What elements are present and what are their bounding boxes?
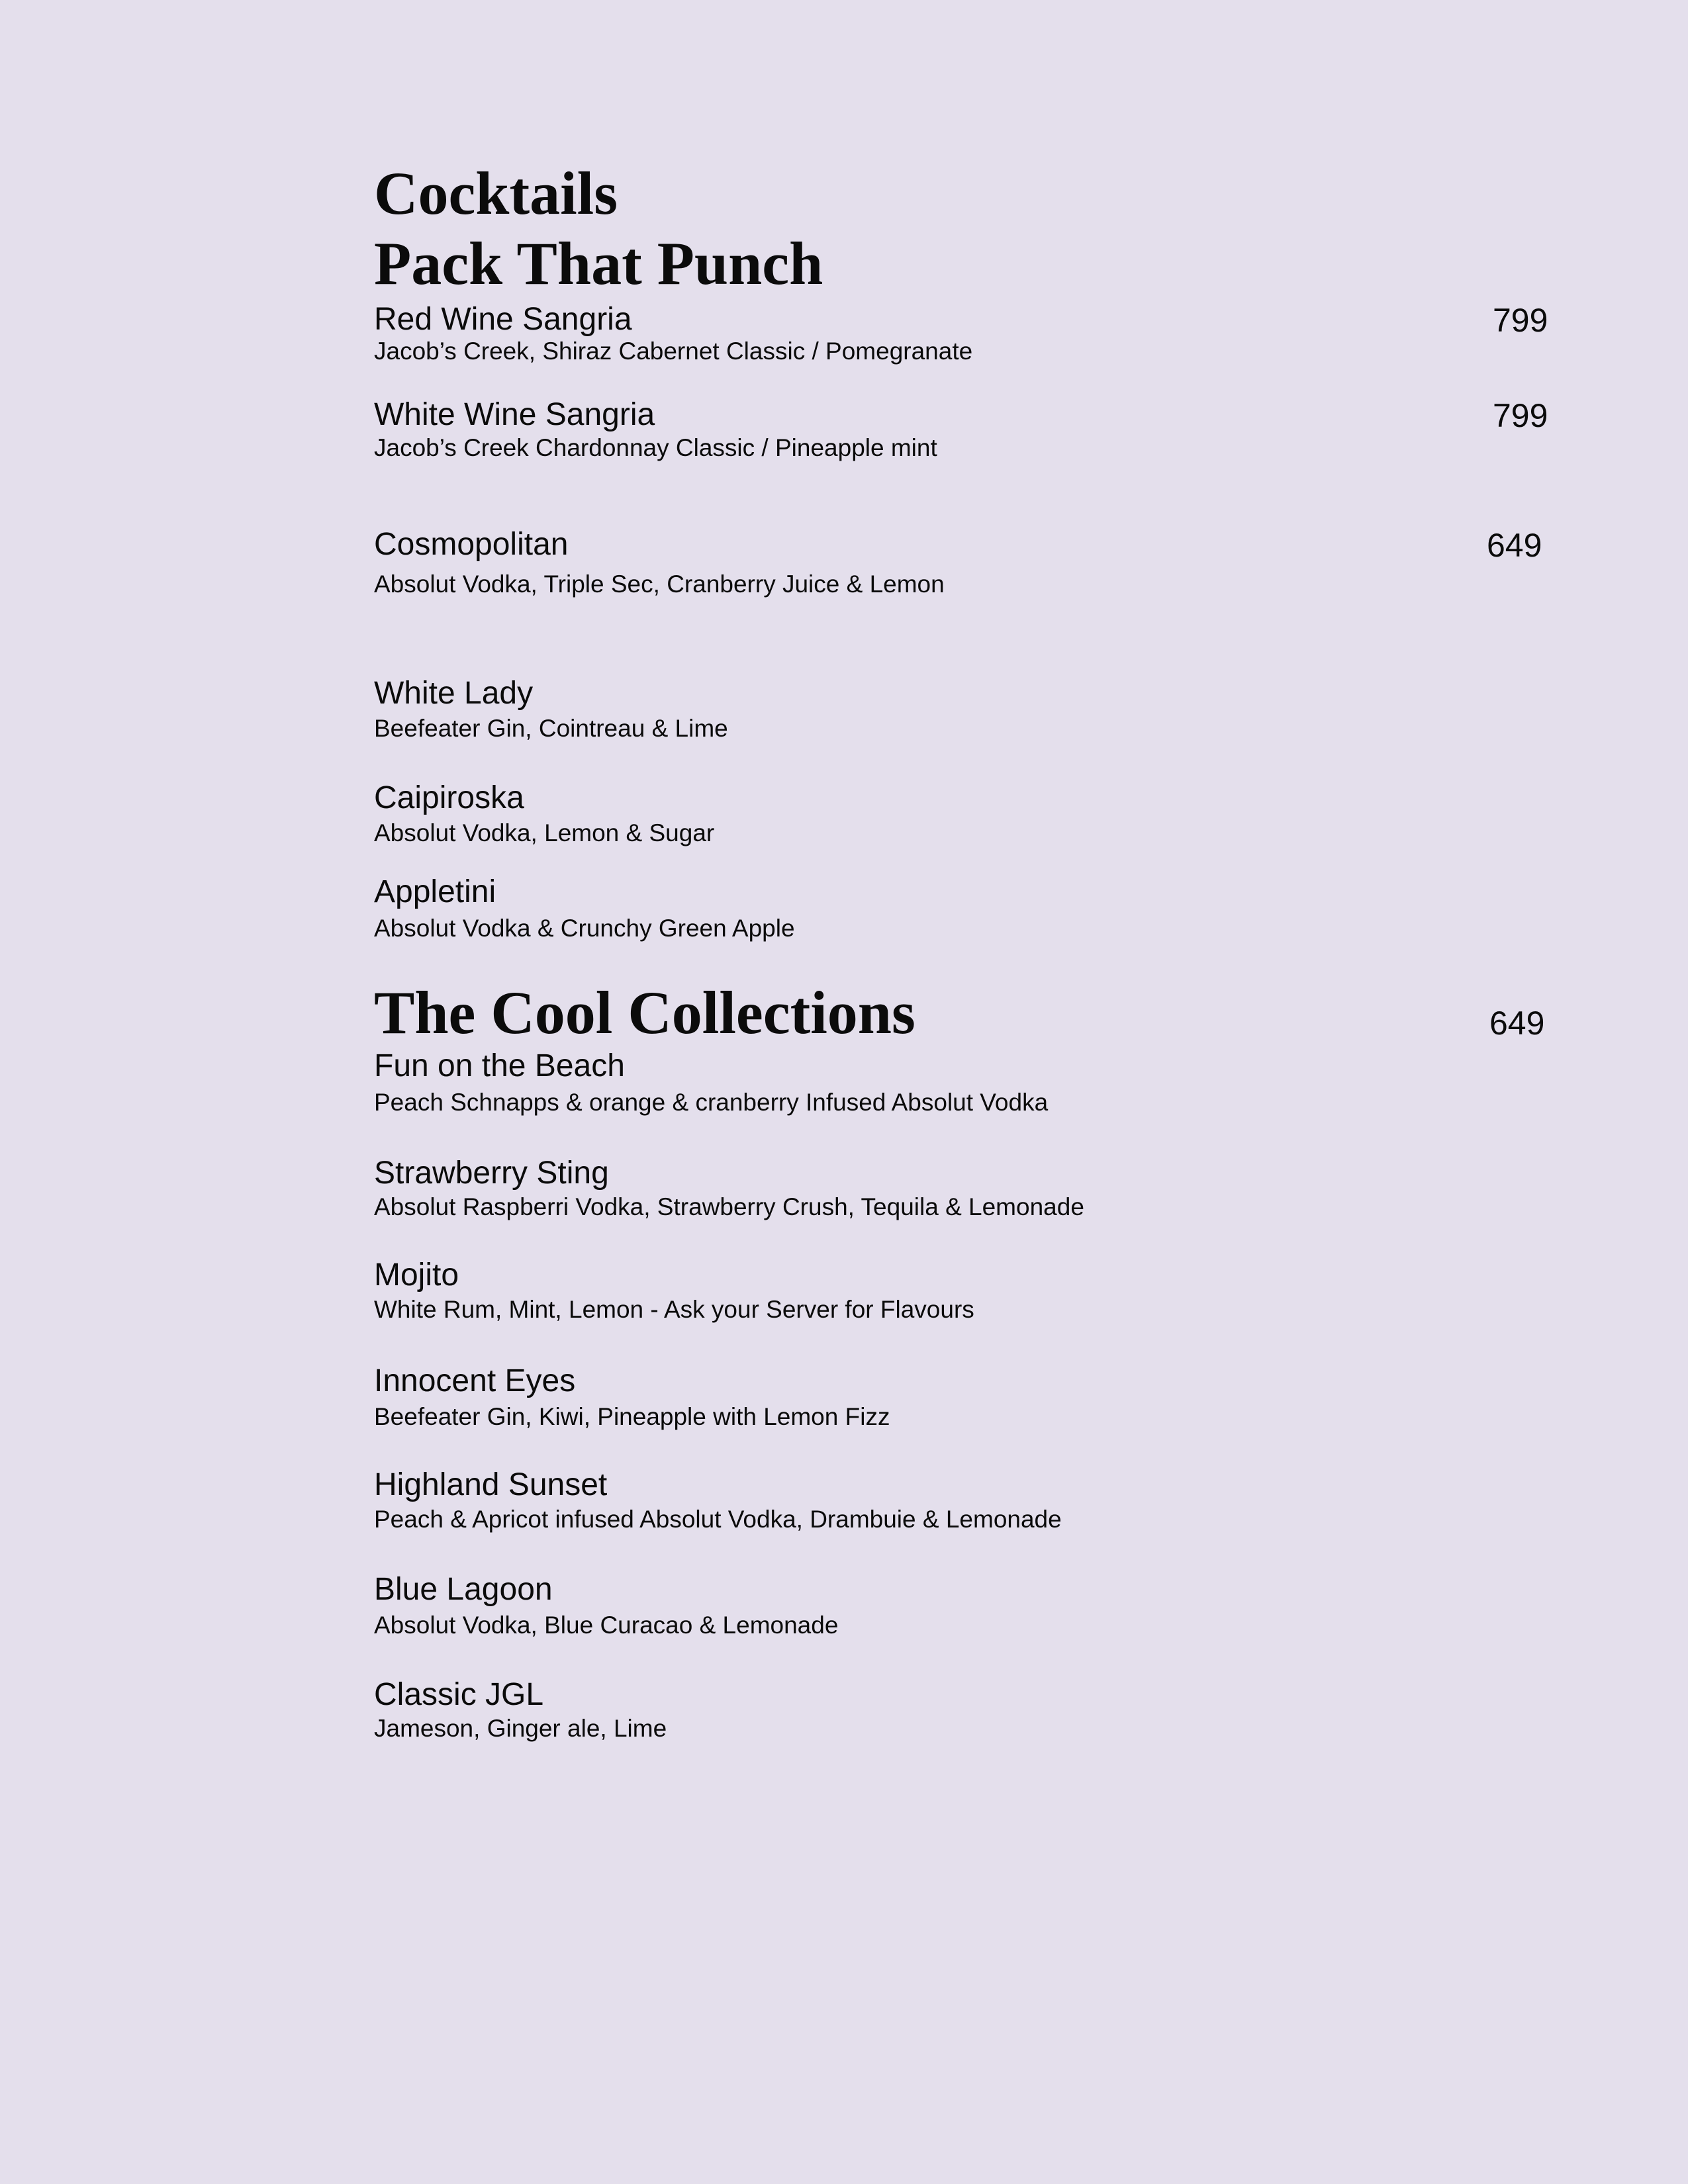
item-name-highland-sunset: Highland Sunset xyxy=(374,1467,608,1502)
item-desc-cosmopolitan: Absolut Vodka, Triple Sec, Cranberry Juice & Lemon xyxy=(374,570,945,598)
item-name-cosmopolitan: Cosmopolitan xyxy=(374,527,569,562)
item-name-classic-jgl: Classic JGL xyxy=(374,1677,544,1712)
item-desc-caipiroska: Absolut Vodka, Lemon & Sugar xyxy=(374,819,715,846)
item-desc-white-lady: Beefeater Gin, Cointreau & Lime xyxy=(374,715,728,742)
item-desc-fun-on-the-beach: Peach Schnapps & orange & cranberry Infused Absolut Vodka xyxy=(374,1089,1049,1116)
item-name-red-wine-sangria: Red Wine Sangria xyxy=(374,302,632,337)
item-desc-highland-sunset: Peach & Apricot infused Absolut Vodka, Drambuie & Lemonade xyxy=(374,1506,1062,1533)
item-name-mojito: Mojito xyxy=(374,1257,459,1293)
item-desc-classic-jgl: Jameson, Ginger ale, Lime xyxy=(374,1715,667,1742)
item-name-appletini: Appletini xyxy=(374,874,496,909)
section-heading-pack-that-punch: Pack That Punch xyxy=(374,230,823,297)
item-desc-white-wine-sangria: Jacob’s Creek Chardonnay Classic / Pineapple mint xyxy=(374,434,937,461)
item-price-white-wine-sangria: 799 xyxy=(1493,397,1548,434)
item-name-caipiroska: Caipiroska xyxy=(374,780,524,815)
item-name-white-wine-sangria: White Wine Sangria xyxy=(374,397,655,432)
item-name-strawberry-sting: Strawberry Sting xyxy=(374,1156,609,1191)
item-desc-mojito: White Rum, Mint, Lemon - Ask your Server for Flavours xyxy=(374,1296,974,1323)
item-desc-blue-lagoon: Absolut Vodka, Blue Curacao & Lemonade xyxy=(374,1612,839,1639)
item-desc-strawberry-sting: Absolut Raspberri Vodka, Strawberry Crush, Tequila & Lemonade xyxy=(374,1193,1084,1220)
item-name-fun-on-the-beach: Fun on the Beach xyxy=(374,1048,625,1083)
item-name-blue-lagoon: Blue Lagoon xyxy=(374,1572,553,1607)
page-title: Cocktails xyxy=(374,159,618,227)
item-name-innocent-eyes: Innocent Eyes xyxy=(374,1363,576,1398)
item-desc-appletini: Absolut Vodka & Crunchy Green Apple xyxy=(374,915,795,942)
item-price-cosmopolitan: 649 xyxy=(1487,527,1542,564)
item-desc-innocent-eyes: Beefeater Gin, Kiwi, Pineapple with Lemon Fizz xyxy=(374,1403,890,1430)
section-heading-cool-collections: The Cool Collections xyxy=(374,979,915,1046)
item-price-red-wine-sangria: 799 xyxy=(1493,302,1548,339)
section-price-cool-collections: 649 xyxy=(1489,1005,1545,1042)
item-name-white-lady: White Lady xyxy=(374,676,534,711)
item-desc-red-wine-sangria: Jacob’s Creek, Shiraz Cabernet Classic / Pomegranate xyxy=(374,338,973,365)
